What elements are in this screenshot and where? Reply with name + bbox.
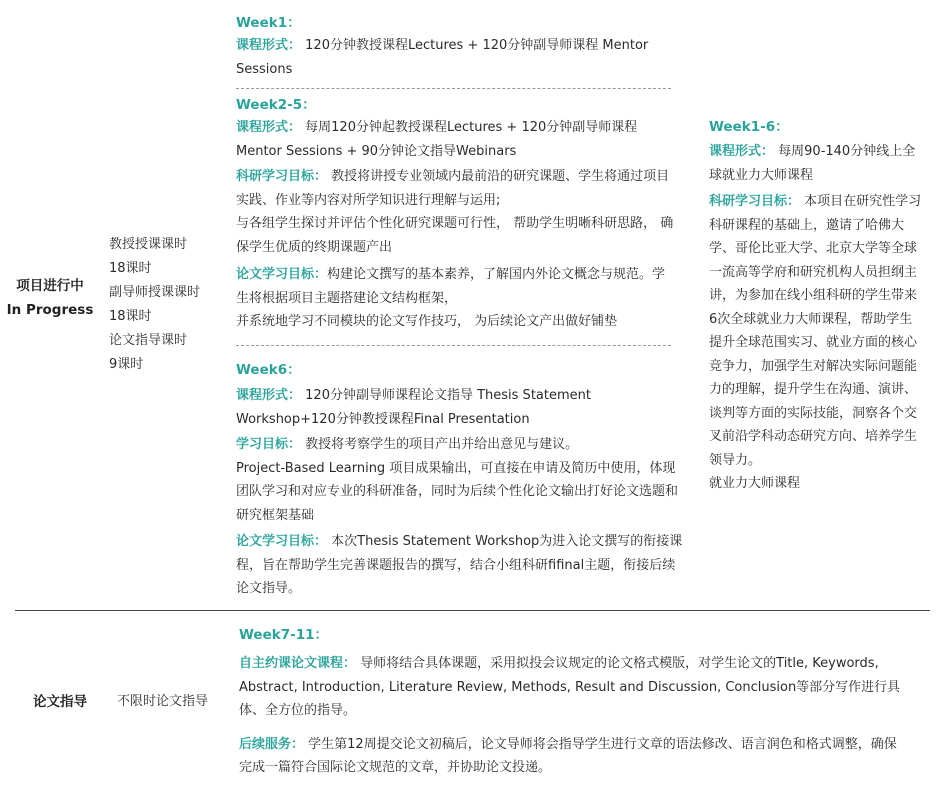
stage-label-thesis: 论文指导 [33, 694, 87, 710]
thesis-hours: 不限时论文指导 [117, 694, 209, 709]
week1-format-label: 课程形式： [236, 38, 302, 53]
week1-6-research [709, 190, 924, 472]
week6-format-text: 120分钟副导师课程论文指导 Thesis Statement Workshop+120分钟教授课程Final Presentation [236, 388, 591, 427]
week1-6-format [709, 140, 924, 187]
week6-learning-text: 教授将考察学生的项目产出并给出意见与建议。 [301, 437, 579, 452]
week2-5-thesis-label: 论文学习目标： [236, 267, 328, 282]
week1-6-research-text: 本项目在研究性学习科研课程的基础上，邀请了哈佛大学、哥伦比亚大学、北京大学等全球一流高等学府和研究机构人员担纲主讲，为参加在线小组科研的学生带来6次全球就业力大师课程，帮助学生提升全球范围实习、就业方面的核心竞争力，加强学生对解决实际问题能力的理解，提升学生在沟通、演讲、谈判等方面的实际技能，洞察各个交叉前沿学科动态研究方向、培养学生领导力。 [709, 194, 922, 468]
week2-5-research-label: 科研学习目标： [236, 169, 328, 184]
stage-label-progress [0, 274, 100, 322]
divider-week2 [236, 88, 671, 89]
week6-title: Week6： [236, 362, 301, 378]
stage-label-en: In Progress [6, 302, 94, 318]
week2-5-research-2: 与各组学生探讨并评估个性化研究课题可行性， 帮助学生明晰科研思路， 确保学生优质的终期课题产出 [236, 216, 674, 255]
progress-hours: 教授授课课时 18课时 副导师授课课时 18课时 论文指导课时 9课时 [109, 237, 201, 372]
week6-thesis [236, 530, 686, 601]
week1-6-block [709, 116, 924, 496]
week2-5-title: Week2-5： [236, 97, 316, 113]
divider-week6 [236, 345, 671, 346]
week2-5-research-text: 教授将讲授专业领域内最前沿的研究课题、学生将通过项目实践、作业等内容对所学知识进行理解与运用; [236, 169, 670, 208]
week1-6-research-label: 科研学习目标： [709, 194, 801, 209]
stage-label-cn: 项目进行中 [16, 278, 84, 294]
week2-5-research [236, 165, 674, 212]
week2-5-format [236, 116, 674, 163]
week7-11-follow-label: 后续服务： [239, 736, 305, 752]
week7-11-block [239, 624, 904, 780]
week1-title: Week1： [236, 15, 301, 31]
week1-block [236, 12, 674, 81]
week7-11-follow-text: 学生第12周提交论文初稿后，论文导师将会指导学生进行文章的语法修改、语言润色和格式调整，确保完成一篇符合国际论文规范的文章，并协助论文投递。 [239, 736, 897, 775]
week6-thesis-text: 本次Thesis Statement Workshop为进入论文撰写的衔接课程，旨在帮助学生完善课题报告的撰写，结合小组科研fifinal主题，衔接后续论文指导。 [236, 534, 683, 596]
week1-6-format-text: 每周90-140分钟线上全球就业力大师课程 [709, 144, 916, 183]
week7-11-custom [239, 652, 904, 723]
week7-11-custom-text: 导师将结合具体课题，采用拟投会议规定的论文格式模版，对学生论文的Title, Keywords, Abstract, Introduction, Literature Review, Methods, Result and Discussion, Conclusion等部分写作进行具体、全方位的指导。 [239, 656, 901, 718]
week1-6-title: Week1-6： [709, 119, 789, 135]
week2-5-block [236, 94, 674, 334]
week7-11-title: Week7-11： [239, 627, 328, 643]
week1-format-text: 120分钟教授课程Lectures + 120分钟副导师课程 Mentor Sessions [236, 38, 649, 77]
week6-thesis-label: 论文学习目标： [236, 534, 328, 549]
week6-learning-label: 学习目标： [236, 437, 302, 452]
week6-learning [236, 433, 686, 457]
week1-6-format-label: 课程形式： [709, 144, 775, 159]
week1-6-research-2: 就业力大师课程 [709, 476, 801, 491]
week7-11-custom-label: 自主约课论文课程： [239, 656, 357, 671]
week2-5-format-label: 课程形式： [236, 120, 302, 135]
week1-format [236, 34, 674, 81]
week2-5-format-text: 每周120分钟起教授课程Lectures + 120分钟副导师课程 Mentor Sessions + 90分钟论文指导Webinars [236, 120, 638, 159]
week2-5-thesis [236, 263, 674, 310]
week7-11-follow [239, 733, 904, 780]
week6-learning-2: Project-Based Learning 项目成果输出，可直接在申请及简历中使用，体现团队学习和对应专业的科研准备，同时为后续个性化论文输出打好论文选题和研究框架基础 [236, 460, 679, 523]
week6-format [236, 384, 686, 431]
week6-format-label: 课程形式： [236, 388, 302, 403]
week6-block [236, 359, 686, 601]
section-divider [15, 610, 930, 611]
week2-5-thesis-2: 并系统地学习不同模块的论文写作技巧， 为后续论文产出做好铺垫 [236, 314, 618, 329]
week2-5-thesis-text: 构建论文撰写的基本素养，了解国内外论文概念与规范。学生将根据项目主题搭建论文结构框架， [236, 267, 666, 306]
